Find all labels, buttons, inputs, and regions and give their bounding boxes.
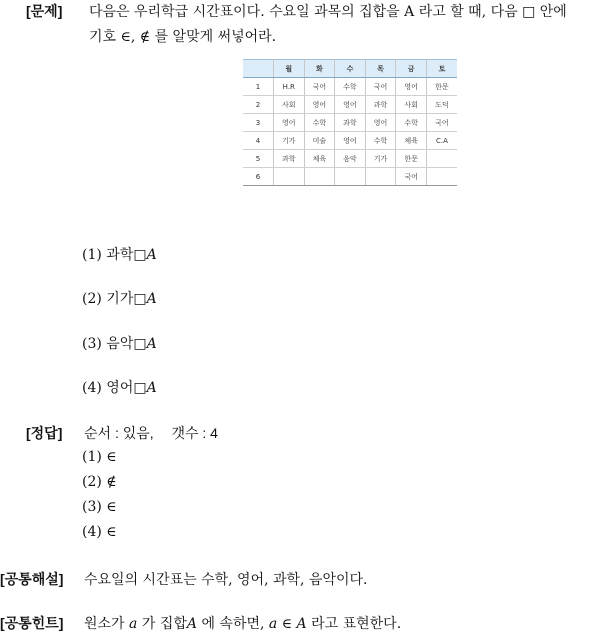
table-cell: H.R [274,78,305,96]
table-cell: 사회 [396,96,427,114]
table-cell [426,150,457,168]
table-cell: 기가 [365,150,396,168]
set-symbol: A [146,336,157,352]
answer-number: (1) [82,449,102,465]
timetable-header: 목 [365,60,396,78]
table-cell: 6 [243,168,274,186]
table-cell: 국어 [365,78,396,96]
answer-symbol: ∉ [106,474,117,490]
table-cell: 미술 [304,132,335,150]
answer-symbol: ∈ [106,499,117,515]
table-cell: 수학 [335,78,366,96]
set-symbol: A [146,291,157,307]
table-cell: 영어 [274,114,305,132]
answer-number: (2) [82,474,102,490]
answer-symbol: ∈ [106,449,117,465]
answer-item-4 [82,524,117,540]
timetable [243,59,457,186]
table-cell: 국어 [426,114,457,132]
table-cell: 도덕 [426,96,457,114]
table-cell: 수학 [365,132,396,150]
answer-symbol: ∈ [106,524,117,540]
timetable-header: 토 [426,60,457,78]
answer-label: [정답] [26,425,63,441]
question-1 [82,244,157,264]
timetable-header: 수 [335,60,366,78]
set-symbol: A [146,247,157,263]
question-subject: 기가 [106,291,134,307]
answer-box: □ [133,247,147,263]
timetable-header [243,60,274,78]
table-cell: 수학 [396,114,427,132]
question-subject: 음악 [106,336,134,352]
table-cell: 영어 [304,96,335,114]
table-cell: 3 [243,114,274,132]
table-cell: 5 [243,150,274,168]
hint-mid: 가 집합 [141,616,187,632]
answer-item-1 [82,449,117,465]
hint-relation: a ∈ A [268,616,307,632]
table-cell: 음악 [335,150,366,168]
problem-label: [문제] [26,3,63,19]
table-row [243,96,457,114]
table-cell: 영어 [396,78,427,96]
question-number: (2) [82,291,102,307]
table-cell: 사회 [274,96,305,114]
table-cell: 한문 [396,150,427,168]
table-row [243,132,457,150]
answer-meta [84,423,218,443]
answer-item-2 [82,474,117,490]
answer-box: □ [133,336,147,352]
table-cell [274,168,305,186]
table-cell: 과학 [335,114,366,132]
answer-box: □ [133,380,147,396]
table-cell: 영어 [365,114,396,132]
question-subject: 영어 [106,380,134,396]
hint-var-A: A [186,616,197,632]
timetable-header-row [243,60,457,78]
hint-text [84,613,401,633]
table-cell: C.A [426,132,457,150]
table-cell: 1 [243,78,274,96]
answer-number: (4) [82,524,102,540]
problem-text-line2: 기호 ∈, ∉ 를 알맞게 써넣어라. [89,29,277,45]
table-cell: 2 [243,96,274,114]
question-4 [82,377,157,397]
table-cell: 체육 [304,150,335,168]
table-cell: 체육 [396,132,427,150]
timetable-header: 화 [304,60,335,78]
hint-post1: 에 속하면, [201,616,265,632]
hint-post2: 라고 표현한다. [311,616,402,632]
hint-var-a: a [129,616,138,632]
table-cell [365,168,396,186]
table-cell: 영어 [335,96,366,114]
table-cell: 과학 [365,96,396,114]
question-3 [82,333,157,353]
explanation-text: 수요일의 시간표는 수학, 영어, 과학, 음악이다. [84,572,368,588]
table-cell [304,168,335,186]
question-number: (3) [82,336,102,352]
question-number: (1) [82,247,102,263]
table-cell: 한문 [426,78,457,96]
table-cell: 영어 [335,132,366,150]
table-cell: 기가 [274,132,305,150]
answer-box: □ [133,291,147,307]
question-number: (4) [82,380,102,396]
answer-order: 순서 : 있음, [84,425,154,441]
table-cell: 수학 [304,114,335,132]
answer-count: 갯수 : 4 [171,425,218,441]
table-cell: 국어 [304,78,335,96]
timetable-header: 월 [274,60,305,78]
table-cell [335,168,366,186]
table-cell: 4 [243,132,274,150]
question-2 [82,288,157,308]
table-cell: 과학 [274,150,305,168]
table-row [243,168,457,186]
table-cell [426,168,457,186]
timetable-header: 금 [396,60,427,78]
table-row [243,114,457,132]
problem-text-line1: 다음은 우리학급 시간표이다. 수요일 과목의 집합을 A 라고 할 때, 다음 □ 안에 [89,4,567,20]
table-row [243,78,457,96]
question-subject: 과학 [106,247,134,263]
answer-item-3 [82,499,117,515]
hint-label: [공통힌트] [0,615,64,631]
set-symbol: A [146,380,157,396]
table-cell: 국어 [396,168,427,186]
table-row [243,150,457,168]
explanation-label: [공통해설] [0,571,64,587]
hint-pre: 원소가 [84,616,125,632]
answer-number: (3) [82,499,102,515]
